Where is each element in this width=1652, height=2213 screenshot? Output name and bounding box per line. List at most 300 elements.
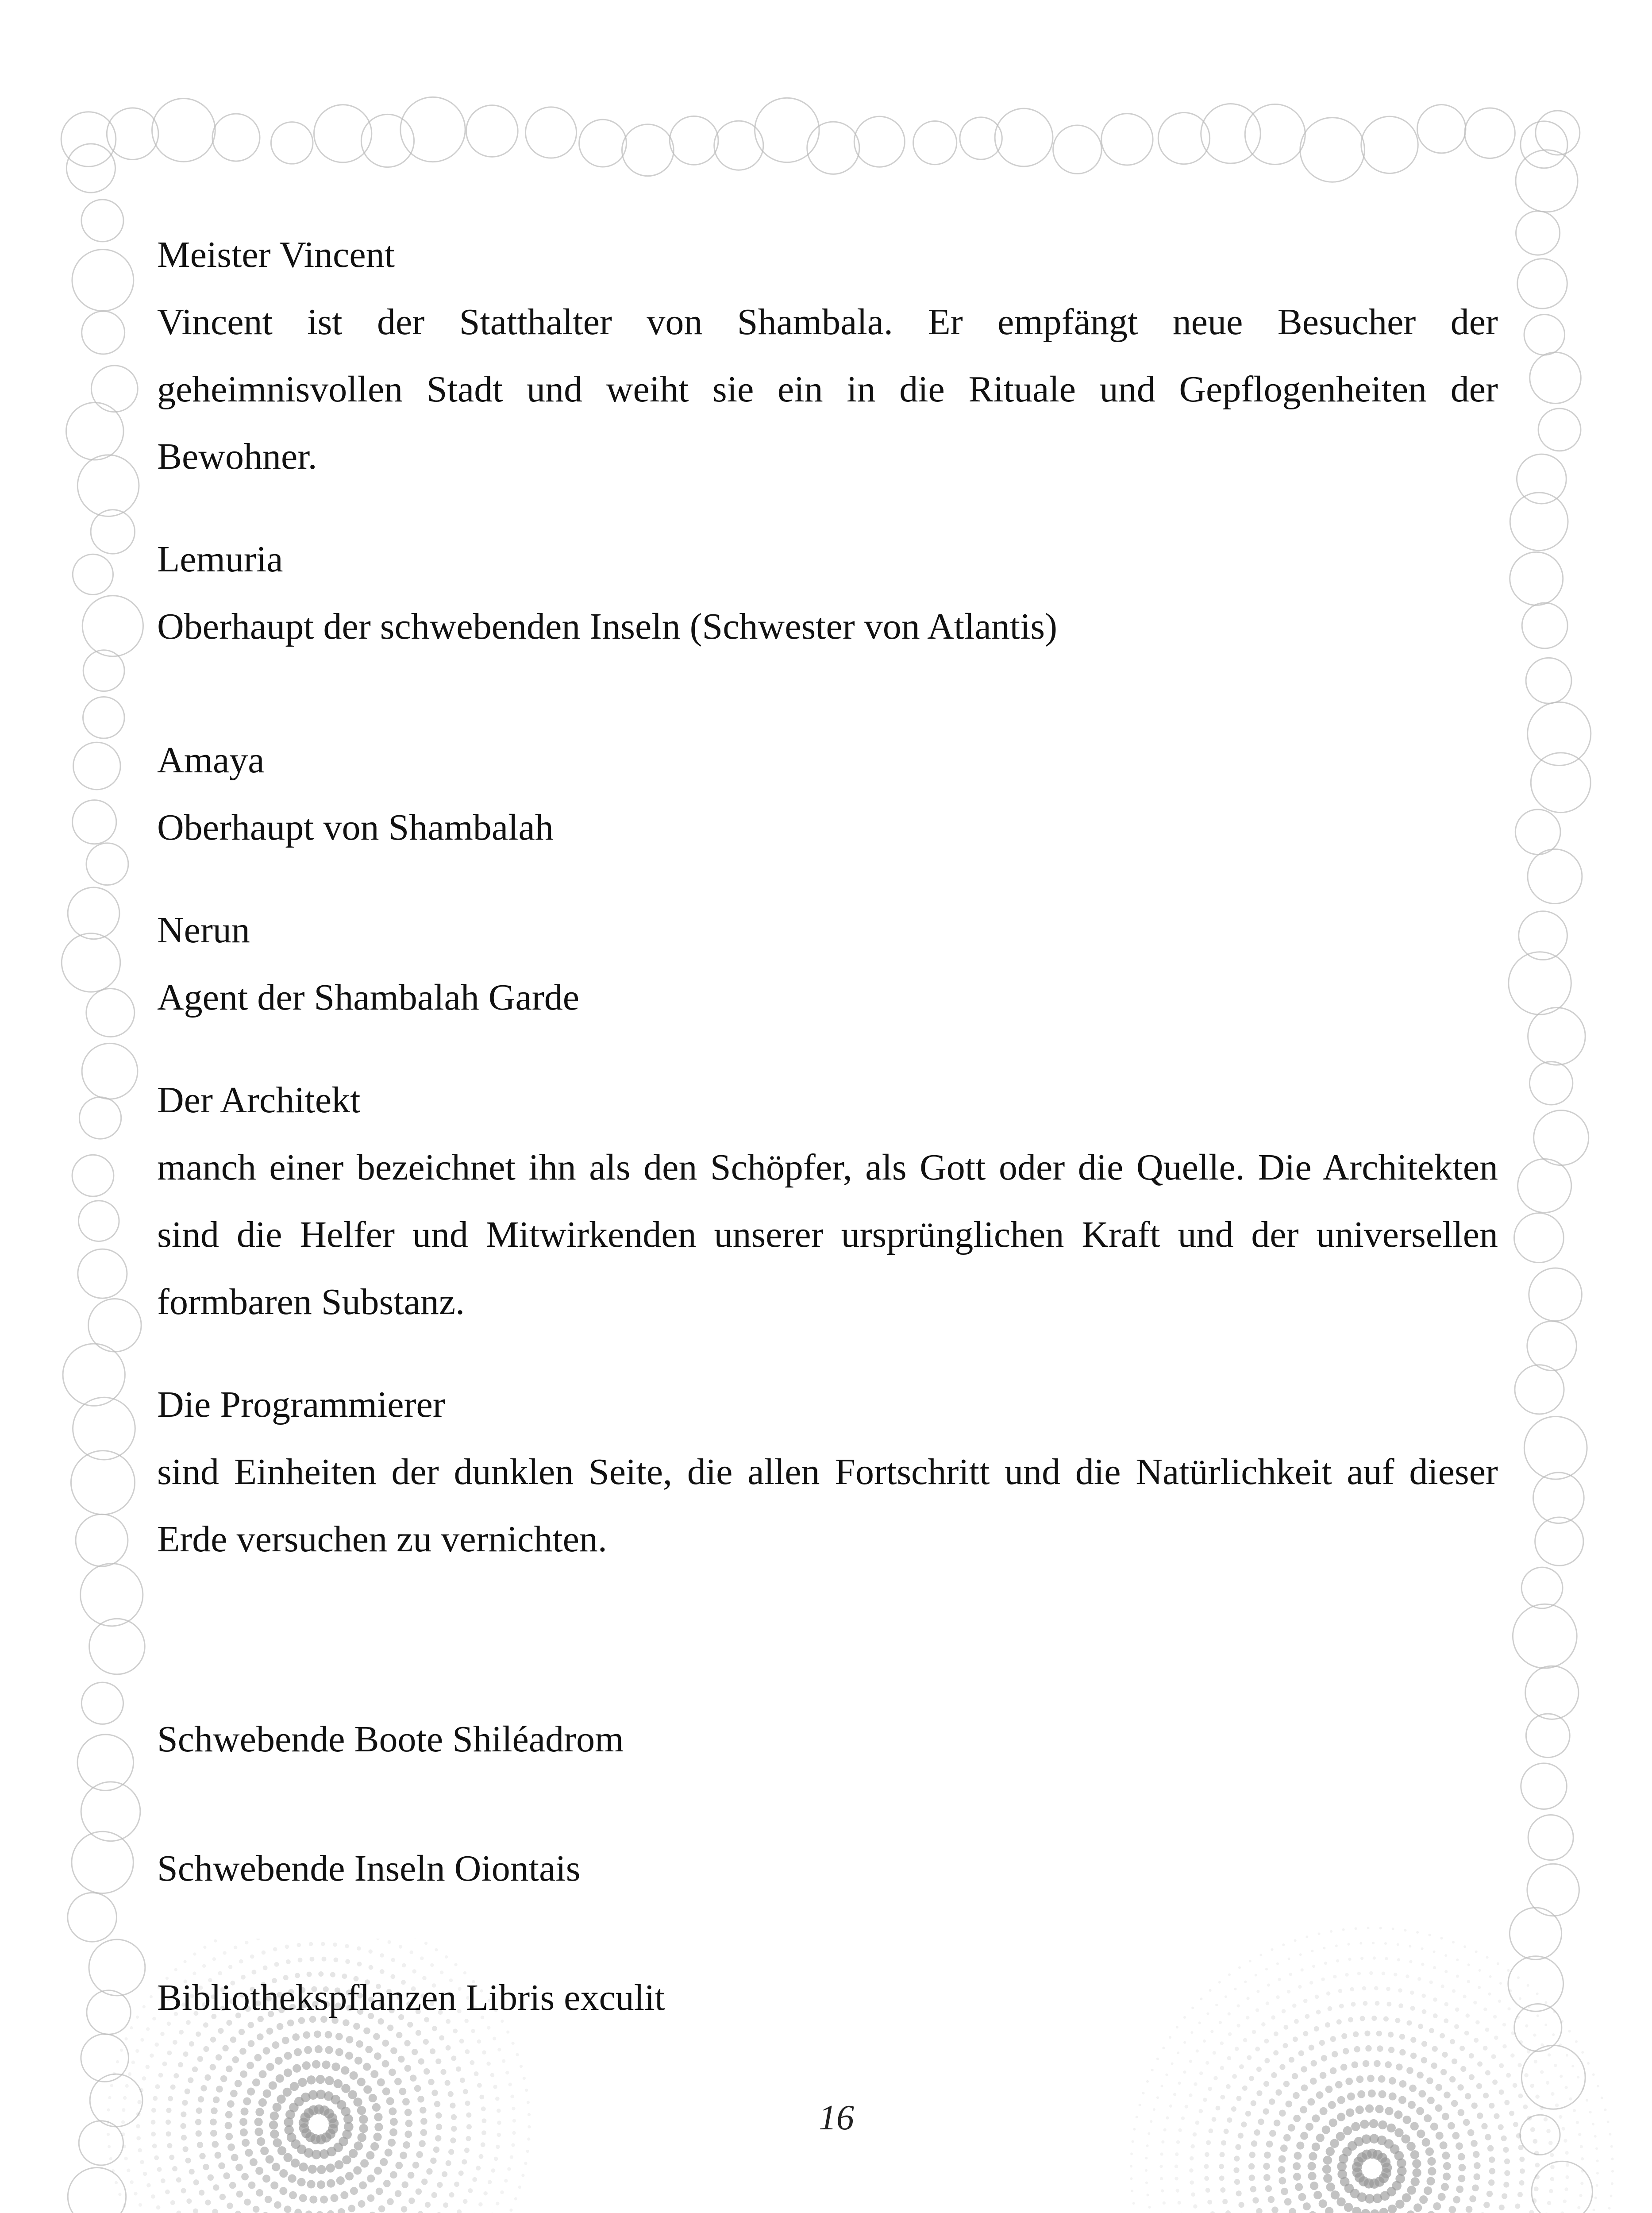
mandala-dot [1527, 2050, 1530, 2053]
mandala-dot [1607, 2120, 1610, 2123]
mandala-dot [272, 2163, 280, 2171]
mandala-dot [1171, 2063, 1174, 2065]
mandala-dot [1377, 2045, 1383, 2051]
mandala-dot [420, 2107, 427, 2114]
mandala-dot [1399, 2034, 1405, 2040]
mandala-dot [1452, 2132, 1459, 2140]
mandala-dot [110, 2084, 113, 2087]
mandala-dot [181, 2188, 186, 2194]
mandala-dot [426, 2168, 432, 2174]
term-inseln: Schwebende Inseln Oiontais [157, 1848, 581, 1889]
mandala-dot [188, 2077, 193, 2083]
mandala-dot [348, 2090, 357, 2099]
mandala-dot [1474, 2173, 1481, 2180]
mandala-dot [1250, 2186, 1256, 2192]
mandala-dot [1594, 2135, 1597, 2138]
mandala-dot [470, 2060, 474, 2065]
mandala-dot [445, 2080, 451, 2086]
mandala-dot [1442, 2151, 1450, 2159]
mandala-dot [186, 2198, 192, 2204]
mandala-dot [1443, 2162, 1451, 2170]
frame-bubble [73, 742, 121, 790]
mandala-dot [1175, 2152, 1178, 2156]
frame-bubble [1517, 259, 1567, 309]
mandala-dot [288, 2174, 297, 2183]
mandala-dot [273, 2138, 282, 2147]
mandala-dot [1489, 2103, 1494, 2109]
mandala-dot [377, 2078, 385, 2086]
mandala-dot [1385, 2061, 1392, 2068]
mandala-dot [507, 2167, 511, 2171]
mandala-dot [366, 2151, 374, 2159]
mandala-dot [106, 2120, 109, 2124]
mandala-dot [1534, 2060, 1537, 2063]
mandala-dot [1412, 2168, 1421, 2177]
mandala-dot [272, 2041, 280, 2049]
mandala-dot [1580, 2145, 1583, 2148]
frame-bubble [73, 800, 116, 844]
frame-bubble [1529, 1268, 1582, 1321]
mandala-dot [500, 2190, 504, 2194]
mandala-dot [1611, 2158, 1614, 2160]
mandala-dot [244, 2199, 251, 2206]
mandala-dot [168, 2096, 173, 2101]
mandala-dot [1389, 2093, 1397, 2101]
mandala-dot [1559, 2043, 1562, 2046]
frame-bubble [1522, 603, 1567, 648]
mandala-dot [350, 2071, 358, 2080]
mandala-dot [1357, 2090, 1365, 2098]
mandala-dot [1145, 2169, 1148, 2172]
mandala-dot [420, 2118, 427, 2125]
mandala-dot [1406, 2067, 1413, 2074]
mandala-dot [1313, 2191, 1322, 2199]
mandala-dot [1596, 2172, 1599, 2174]
mandala-dot [357, 2133, 366, 2142]
mandala-dot [161, 2178, 166, 2183]
mandala-dot [1146, 2080, 1149, 2083]
mandala-dot [466, 2136, 471, 2141]
mandala-dot [227, 2203, 233, 2209]
mandala-dot [1263, 2108, 1269, 2114]
mandala-dot [1220, 2095, 1225, 2100]
mandala-dot [316, 2075, 325, 2084]
mandala-dot [1248, 2163, 1255, 2169]
mandala-dot [460, 2078, 465, 2083]
mandala-dot [1161, 2140, 1164, 2144]
mandala-dot [255, 2108, 264, 2116]
frame-bubble [83, 650, 124, 691]
mandala-dot [1255, 2047, 1260, 2051]
mandala-dot [1547, 2201, 1552, 2205]
mandala-dot [1544, 2024, 1547, 2026]
mandala-dot [354, 2057, 362, 2065]
mandala-dot [359, 2124, 368, 2133]
mandala-dot [1561, 2020, 1563, 2023]
mandala-dot [131, 2061, 135, 2064]
mandala-dot [210, 2037, 216, 2043]
mandala-dot [1477, 2113, 1483, 2119]
mandala-dot [1239, 2064, 1244, 2069]
mandala-dot [374, 2052, 381, 2060]
mandala-dot [265, 2196, 272, 2203]
mandala-dot [210, 2130, 217, 2137]
mandala-dot [439, 2035, 444, 2040]
mandala-dot [1343, 2126, 1352, 2135]
mandala-dot [1507, 2007, 1510, 2010]
mandala-dot [1463, 2119, 1470, 2126]
mandala-dot [1347, 2093, 1355, 2101]
mandala-dot [1516, 2133, 1521, 2139]
frame-bubble [361, 114, 414, 167]
mandala-dot [283, 2088, 292, 2097]
mandala-dot [273, 2103, 281, 2112]
mandala-dot [462, 2159, 467, 2164]
mandala-dot [1540, 2043, 1544, 2046]
mandala-dot [1554, 2064, 1557, 2067]
mandala-dot [390, 2171, 397, 2178]
mandala-dot [146, 2027, 150, 2031]
mandala-dot [1487, 2145, 1494, 2151]
mandala-dot [1245, 2111, 1251, 2117]
mandala-dot [213, 2096, 220, 2103]
mandala-dot [152, 2144, 157, 2148]
frame-bubble [1510, 493, 1568, 551]
mandala-dot [350, 2187, 358, 2195]
mandala-dot [382, 2087, 390, 2095]
mandala-dot [232, 2056, 239, 2063]
mandala-dot [327, 2179, 335, 2188]
mandala-dot [380, 2158, 388, 2166]
mandala-dot [1231, 2106, 1236, 2112]
mandala-dot [1183, 2041, 1186, 2044]
mandala-dot [143, 2172, 147, 2176]
mandala-dot [1453, 2196, 1460, 2204]
mandala-dot [1281, 2188, 1288, 2195]
mandala-dot [1489, 2168, 1495, 2174]
mandala-dot [451, 2126, 457, 2132]
mandala-dot [1578, 2133, 1581, 2136]
mandala-dot [208, 2174, 214, 2181]
mandala-dot [197, 2142, 203, 2148]
mandala-dot [1469, 2074, 1475, 2080]
mandala-dot [1550, 2153, 1554, 2157]
mandala-dot [457, 2209, 462, 2213]
entry-text-programmierer: sind Einheiten der dunklen Seite, die allen Fortschritt und die Natürlichkeit auf dieser Erde versuchen zu vernichten. [157, 1451, 1498, 1560]
mandala-dot [450, 2103, 455, 2109]
mandala-dot [304, 2046, 312, 2054]
mandala-dot [1323, 2174, 1332, 2183]
mandala-dot [1594, 2197, 1597, 2199]
mandala-dot [1575, 2040, 1578, 2043]
mandala-dot [1136, 2116, 1138, 2118]
mandala-dot [1399, 2049, 1406, 2055]
mandala-dot [1587, 2062, 1590, 2065]
mandala-dot [1146, 2194, 1149, 2196]
mandala-dot [1274, 2120, 1281, 2127]
frame-bubble [86, 989, 135, 1037]
mandala-dot [400, 2152, 407, 2159]
mandala-dot [483, 2191, 488, 2196]
frame-bubble [1245, 104, 1305, 165]
mandala-dot [1294, 2152, 1302, 2160]
mandala-dot [1273, 2050, 1278, 2055]
frame-bubble [68, 887, 119, 939]
mandala-dot [399, 2088, 406, 2095]
mandala-dot [1138, 2104, 1141, 2106]
mandala-dot [442, 2171, 447, 2177]
mandala-dot [1312, 2143, 1320, 2151]
mandala-dot [1507, 1969, 1510, 1972]
mandala-dot [1292, 2073, 1298, 2079]
mandala-dot [1456, 2142, 1463, 2150]
frame-bubble [1516, 211, 1560, 255]
mandala-dot [1440, 2033, 1445, 2038]
mandala-dot [1256, 2208, 1262, 2213]
mandala-dot [1178, 2201, 1181, 2205]
entry-heading-vincent: Meister Vincent [157, 234, 395, 275]
mandala-dot [454, 2182, 459, 2187]
mandala-dot [158, 2073, 163, 2078]
mandala-dot [172, 2166, 177, 2171]
mandala-dot [520, 2065, 523, 2068]
mandala-dot [341, 2066, 349, 2074]
mandala-dot [178, 2062, 183, 2067]
mandala-dot [527, 2137, 530, 2140]
mandala-dot [395, 2162, 403, 2169]
mandala-dot [1160, 2085, 1163, 2087]
mandala-dot [305, 2210, 313, 2213]
frame-bubble [107, 108, 158, 160]
mandala-dot [1177, 2051, 1179, 2054]
mandala-dot [336, 2176, 345, 2185]
mandala-dot [1252, 2197, 1259, 2203]
frame-bubble [1531, 753, 1590, 813]
mandala-dot [124, 2037, 127, 2040]
mandala-dot [270, 2111, 279, 2120]
frame-bubble [271, 122, 313, 164]
mandala-dot [1474, 2038, 1479, 2043]
mandala-dot [420, 2129, 427, 2136]
mandala-dot [1145, 2182, 1148, 2184]
mandala-dot [226, 2066, 233, 2073]
mandala-dot [1560, 2075, 1563, 2078]
mandala-dot [511, 2143, 515, 2147]
mandala-dot [524, 2162, 527, 2165]
mandala-dot [398, 2056, 405, 2063]
mandala-dot [479, 2154, 484, 2159]
mandala-dot [1524, 2073, 1529, 2078]
mandala-dot [404, 2040, 410, 2046]
mandala-dot [1421, 2057, 1427, 2063]
mandala-dot [463, 2199, 468, 2204]
mandala-dot [1343, 2048, 1349, 2054]
mandala-dot [196, 2032, 201, 2037]
frame-bubble [714, 121, 763, 170]
mandala-dot [1498, 2000, 1501, 2003]
mandala-dot [1502, 2044, 1507, 2049]
mandala-dot [1504, 2100, 1510, 2105]
frame-bubble [1521, 1763, 1567, 1809]
mandala-dot [180, 2123, 186, 2129]
mandala-dot [1222, 2199, 1228, 2204]
mandala-dot [246, 2062, 254, 2069]
mandala-dot [502, 2059, 505, 2063]
mandala-dot [1249, 2152, 1255, 2158]
mandala-dot [1412, 2159, 1421, 2168]
mandala-dot [284, 2205, 292, 2213]
mandala-dot [367, 2194, 375, 2202]
mandala-dot [1264, 2039, 1269, 2043]
entry-heading-lemuria: Lemuria [157, 539, 283, 580]
mandala-dot [1365, 2105, 1374, 2113]
mandala-dot [170, 2200, 175, 2205]
mandala-dot [1483, 2046, 1488, 2051]
mandala-dot [107, 2108, 110, 2111]
frame-bubble [525, 107, 576, 158]
mandala-dot [331, 2063, 340, 2071]
mandala-dot [474, 2071, 479, 2076]
mandala-dot [1378, 2120, 1387, 2129]
mandala-dot [1213, 2051, 1216, 2055]
mandala-dot [1555, 2103, 1559, 2107]
mandala-dot [1535, 2163, 1540, 2167]
mandala-dot [245, 2149, 253, 2157]
mandala-dot [1298, 2050, 1304, 2056]
mandala-dot [1204, 2176, 1209, 2181]
mandala-dot [167, 2051, 172, 2055]
mandala-dot [528, 2113, 531, 2116]
mandala-dot [446, 2160, 451, 2166]
mandala-dot [1233, 2167, 1239, 2173]
mandala-dot [294, 2048, 302, 2056]
mandala-dot [1577, 2076, 1579, 2078]
mandala-dot [274, 2201, 281, 2209]
mandala-dot [1309, 2211, 1317, 2213]
mandala-dot [142, 2076, 146, 2081]
mandala-dot [1573, 2109, 1576, 2112]
mandala-dot [1486, 2191, 1493, 2197]
mandala-dot [482, 2050, 486, 2055]
mandala-dot [1421, 2041, 1427, 2047]
mandala-dot [1326, 2147, 1335, 2156]
mandala-dot [1234, 2179, 1240, 2185]
mandala-dot [1387, 2124, 1396, 2132]
mandala-dot [292, 2033, 300, 2041]
mandala-dot [493, 2037, 496, 2040]
frame-bubble [1300, 118, 1365, 182]
mandala-dot [240, 2070, 247, 2078]
mandala-dot [1535, 2094, 1540, 2099]
mandala-dot [231, 2154, 239, 2161]
mandala-dot [1604, 2109, 1606, 2111]
mandala-dot [210, 2064, 216, 2070]
mandala-dot [1398, 2096, 1406, 2104]
mandala-dot [430, 2048, 435, 2054]
mandala-dot [162, 2062, 167, 2066]
mandala-dot [1491, 2054, 1496, 2059]
mandala-dot [1305, 2123, 1313, 2131]
mandala-dot [1166, 2116, 1169, 2119]
mandala-dot [1196, 2049, 1199, 2052]
mandala-dot [1532, 2198, 1537, 2203]
mandala-dot [118, 2193, 121, 2196]
mandala-dot [235, 2080, 242, 2087]
mandala-dot [1345, 2078, 1353, 2085]
mandala-dot [440, 2069, 446, 2075]
mandala-dot [1563, 2199, 1567, 2203]
mandala-dot [1309, 2152, 1317, 2160]
mandala-dot [1236, 2096, 1241, 2101]
mandala-dot [458, 2171, 464, 2176]
mandala-dot [435, 2112, 442, 2118]
term-boote: Schwebende Boote Shiléadrom [157, 1719, 624, 1760]
mandala-dot [1481, 2123, 1487, 2129]
mandala-dot [1220, 2041, 1224, 2045]
mandala-dot [1340, 2064, 1348, 2071]
mandala-dot [1163, 2201, 1166, 2205]
mandala-dot [419, 2140, 426, 2147]
mandala-dot [1449, 2076, 1456, 2082]
mandala-dot [1178, 2128, 1182, 2132]
mandala-dot [1249, 2076, 1254, 2081]
mandala-dot [235, 2211, 241, 2213]
mandala-dot [521, 2174, 524, 2177]
mandala-dot [1427, 2157, 1436, 2166]
frame-bubble [78, 1249, 127, 1298]
mandala-dot [1132, 2202, 1135, 2205]
frame-bubble [400, 97, 465, 162]
mandala-dot [421, 2178, 427, 2185]
mandala-dot [1561, 2127, 1565, 2130]
mandala-dot [167, 2143, 172, 2148]
mandala-dot [123, 2204, 126, 2207]
mandala-dot [466, 2113, 471, 2118]
mandala-dot [494, 2157, 498, 2161]
frame-bubble [913, 121, 957, 165]
mandala-dot [1527, 2116, 1532, 2120]
mandala-dot [320, 2196, 328, 2204]
mandala-dot [200, 2085, 207, 2091]
mandala-dot [169, 2155, 174, 2160]
mandala-dot [448, 2149, 454, 2155]
mandala-dot [1131, 2190, 1133, 2192]
mandala-dot [360, 2159, 369, 2167]
mandala-dot [495, 2097, 500, 2101]
mandala-dot [327, 2210, 335, 2213]
frame-bubble [82, 596, 143, 656]
mandala-dot [1525, 2024, 1528, 2028]
mandala-dot [1320, 2107, 1328, 2115]
mandala-dot [342, 2155, 351, 2164]
mandala-dot [1568, 2030, 1571, 2032]
mandala-dot [276, 2074, 284, 2083]
mandala-dot [389, 2128, 397, 2136]
mandala-dot [1565, 2175, 1569, 2179]
mandala-dot [302, 2061, 311, 2070]
mandala-dot [196, 2130, 202, 2136]
frame-bubble [1533, 1473, 1584, 1523]
mandala-dot [335, 2160, 343, 2169]
mandala-dot [1388, 2205, 1397, 2213]
mandala-dot [1551, 2092, 1554, 2096]
mandala-dot [1256, 2066, 1262, 2072]
mandala-dot [1220, 2066, 1225, 2070]
mandala-dot [1489, 2156, 1495, 2163]
mandala-dot [1160, 2152, 1163, 2155]
mandala-dot [374, 2123, 383, 2131]
mandala-dot [166, 2131, 171, 2136]
